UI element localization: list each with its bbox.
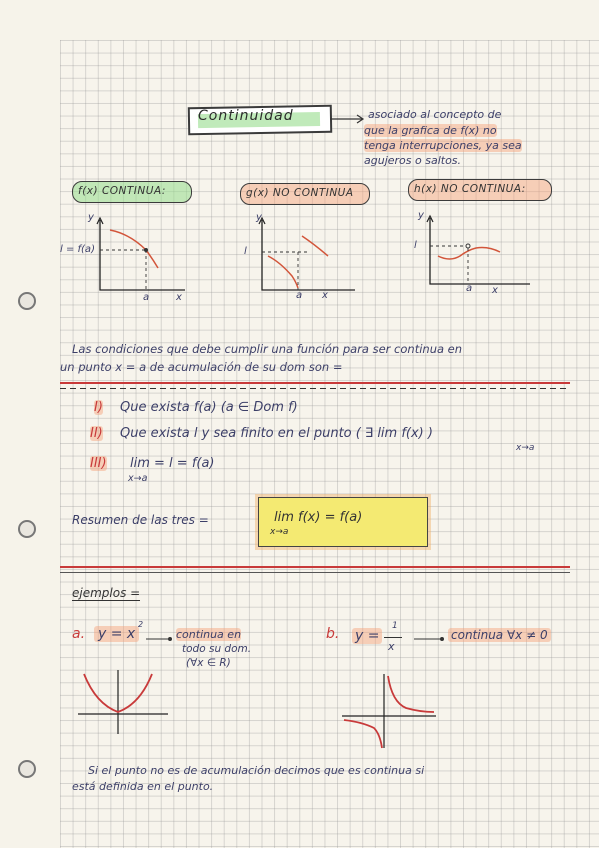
footer-line-2: está definida en el punto. <box>72 780 214 793</box>
page-title: Continuidad <box>198 108 294 124</box>
label-f: f(x) CONTINUA: <box>78 185 166 197</box>
ejemplo-a-exp: 2 <box>138 620 144 629</box>
binder-hole-1 <box>18 292 36 310</box>
graph-g-y: y <box>256 212 262 223</box>
graph-f-y: y <box>88 212 94 223</box>
graph-g-x: x <box>322 290 328 301</box>
left-margin <box>0 0 60 848</box>
condition-2-sub: x→a <box>516 443 535 453</box>
ejemplo-a-arrow <box>146 634 174 644</box>
label-h: h(x) NO CONTINUA: <box>414 183 526 195</box>
graph-g-ylabel: l <box>244 246 247 257</box>
ejemplo-b-desc: continua ∀x ≠ 0 <box>448 628 551 642</box>
graph-f-a: a <box>143 292 150 303</box>
intro-line-3: tenga interrupciones, ya sea <box>364 139 522 152</box>
ejemplo-b-num: 1 <box>392 621 398 631</box>
condition-3-num: III) <box>90 456 107 471</box>
ejemplo-b-den: x <box>388 640 395 653</box>
ejemplo-b-arrow <box>414 634 446 644</box>
binder-hole-2 <box>18 520 36 538</box>
ejemplo-b-lhs: y = <box>352 628 382 644</box>
ejemplos-title: ejemplos = <box>72 586 141 600</box>
graph-f-ylabel: l = f(a) <box>60 244 95 255</box>
label-g: g(x) NO CONTINUA <box>246 187 354 199</box>
ejemplo-a-desc-2: todo su dom. <box>182 643 252 655</box>
conditions-intro-2: un punto x = a de acumulación de su dom son = <box>60 360 343 374</box>
divider-2 <box>60 566 570 568</box>
binder-hole-3 <box>18 760 36 778</box>
resumen-formula: lim f(x) = f(a) <box>274 510 363 525</box>
graph-f-x: x <box>176 292 182 303</box>
ejemplo-b-graph <box>340 672 440 752</box>
graph-h-a: a <box>466 283 473 294</box>
ejemplo-a-desc-3: (∀x ∈ R) <box>186 657 231 669</box>
resumen-sub: x→a <box>270 527 289 537</box>
graph-g-a: a <box>296 290 303 301</box>
condition-1-num: I) <box>94 400 103 415</box>
ejemplo-a-desc-1: continua en <box>176 628 242 641</box>
graph-f <box>60 212 190 302</box>
condition-1-text: Que exista f(a) (a ∈ Dom f) <box>120 400 298 415</box>
ejemplo-a-letter: a. <box>72 626 86 642</box>
intro-line-2: que la grafica de f(x) no <box>364 124 497 137</box>
divider-2-under <box>60 572 570 573</box>
top-margin <box>0 0 599 40</box>
graph-h-ylabel: l <box>414 240 417 251</box>
ejemplo-b-fraction-bar <box>384 637 402 638</box>
graph-h-x: x <box>492 285 498 296</box>
title-arrow <box>330 114 370 124</box>
ejemplo-b-letter: b. <box>326 626 340 642</box>
intro-line-1: asociado al concepto de <box>368 108 502 121</box>
graph-g <box>240 212 370 302</box>
ejemplo-a-func: y = x <box>94 626 139 642</box>
graph-h <box>410 210 550 300</box>
condition-3-text: lim = l = f(a) <box>130 456 215 471</box>
condition-3-sub: x→a <box>128 473 148 484</box>
divider-1 <box>60 382 570 384</box>
conditions-intro-1: Las condiciones que debe cumplir una función para ser continua en <box>72 342 463 356</box>
condition-2-num: II) <box>90 426 103 441</box>
divider-1-dashed <box>60 388 570 389</box>
ejemplo-a-graph <box>72 668 172 738</box>
graph-h-y: y <box>418 210 424 221</box>
condition-2-text: Que exista l y sea finito en el punto ( ∃ lim f(x) ) <box>120 426 433 441</box>
resumen-label: Resumen de las tres = <box>72 513 209 527</box>
footer-line-1: Si el punto no es de acumulación decimos que es continua si <box>88 764 425 777</box>
intro-line-4: agujeros o saltos. <box>364 154 462 167</box>
